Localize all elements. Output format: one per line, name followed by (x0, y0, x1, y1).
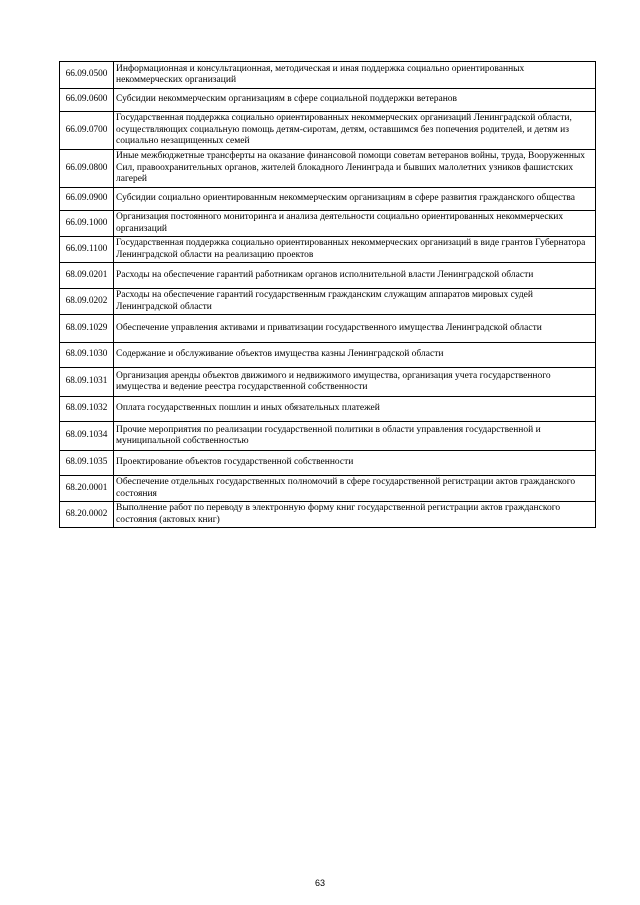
row-description: Проектирование объектов государственной собственности (114, 451, 596, 476)
row-description: Расходы на обеспечение гарантий работникам органов исполнительной власти Ленинградской области (114, 263, 596, 289)
row-code: 68.09.1032 (60, 397, 114, 422)
table-row (60, 211, 596, 237)
row-description: Государственная поддержка социально ориентированных некоммерческих организаций в виде грантов Губернатора Ленинградской области на реализацию проектов (114, 237, 596, 263)
row-code: 68.09.1035 (60, 451, 114, 476)
row-code: 66.09.0800 (60, 150, 114, 188)
row-code: 68.09.0201 (60, 263, 114, 289)
table-row (60, 422, 596, 451)
row-code: 68.20.0002 (60, 502, 114, 528)
table-row (60, 112, 596, 150)
row-code: 68.09.1029 (60, 315, 114, 343)
table-row (60, 451, 596, 476)
row-code: 68.09.1034 (60, 422, 114, 451)
table-row (60, 89, 596, 112)
row-description: Государственная поддержка социально ориентированных некоммерческих организаций Ленинградской области, осуществляющих социальную помощь детям-сиротам, детям, оставшимся без попечения родителей, и детям из социально незащищенных семей (114, 112, 596, 150)
table-row (60, 263, 596, 289)
row-description: Оплата государственных пошлин и иных обязательных платежей (114, 397, 596, 422)
row-description: Субсидии социально ориентированным некоммерческим организациям в сфере развития гражданского общества (114, 188, 596, 211)
row-code: 68.09.1031 (60, 368, 114, 397)
table-row (60, 188, 596, 211)
table-row (60, 237, 596, 263)
table-row (60, 397, 596, 422)
row-code: 66.09.0500 (60, 62, 114, 89)
table-row (60, 150, 596, 188)
row-description: Субсидии некоммерческим организациям в сфере социальной поддержки ветеранов (114, 89, 596, 112)
row-code: 66.09.0600 (60, 89, 114, 112)
row-code: 66.09.1100 (60, 237, 114, 263)
row-description: Обеспечение управления активами и приватизации государственного имущества Ленинградской области (114, 315, 596, 343)
row-description: Расходы на обеспечение гарантий государственным гражданским служащим аппаратов мировых судей Ленинградской области (114, 289, 596, 315)
budget-codes-table (59, 61, 596, 528)
table-body (60, 62, 596, 528)
row-code: 66.09.1000 (60, 211, 114, 237)
table-row (60, 62, 596, 89)
row-description: Выполнение работ по переводу в электронную форму книг государственной регистрации актов гражданского состояния (актовых книг) (114, 502, 596, 528)
table-row (60, 289, 596, 315)
row-description: Иные межбюджетные трансферты на оказание финансовой помощи советам ветеранов войны, труда, Вооруженных Сил, правоохранительных органов, жителей блокадного Ленинграда и бывших малолетних узников фашистских лагерей (114, 150, 596, 188)
row-description: Организация аренды объектов движимого и недвижимого имущества, организация учета государственного имущества и ведение реестра государственной собственности (114, 368, 596, 397)
row-code: 68.09.0202 (60, 289, 114, 315)
page-number: 63 (314, 878, 325, 888)
table-row (60, 476, 596, 502)
row-code: 66.09.0700 (60, 112, 114, 150)
row-code: 68.20.0001 (60, 476, 114, 502)
row-description: Содержание и обслуживание объектов имущества казны Ленинградской области (114, 343, 596, 368)
table-row (60, 502, 596, 528)
row-description: Организация постоянного мониторинга и анализа деятельности социально ориентированных некоммерческих организаций (114, 211, 596, 237)
row-description: Информационная и консультационная, методическая и иная поддержка социально ориентированных некоммерческих организаций (114, 62, 596, 89)
row-code: 68.09.1030 (60, 343, 114, 368)
table-row (60, 343, 596, 368)
row-description: Прочие мероприятия по реализации государственной политики в области управления государственной и муниципальной собственностью (114, 422, 596, 451)
table-row (60, 368, 596, 397)
row-code: 66.09.0900 (60, 188, 114, 211)
table-row (60, 315, 596, 343)
row-description: Обеспечение отдельных государственных полномочий в сфере государственной регистрации актов гражданского состояния (114, 476, 596, 502)
